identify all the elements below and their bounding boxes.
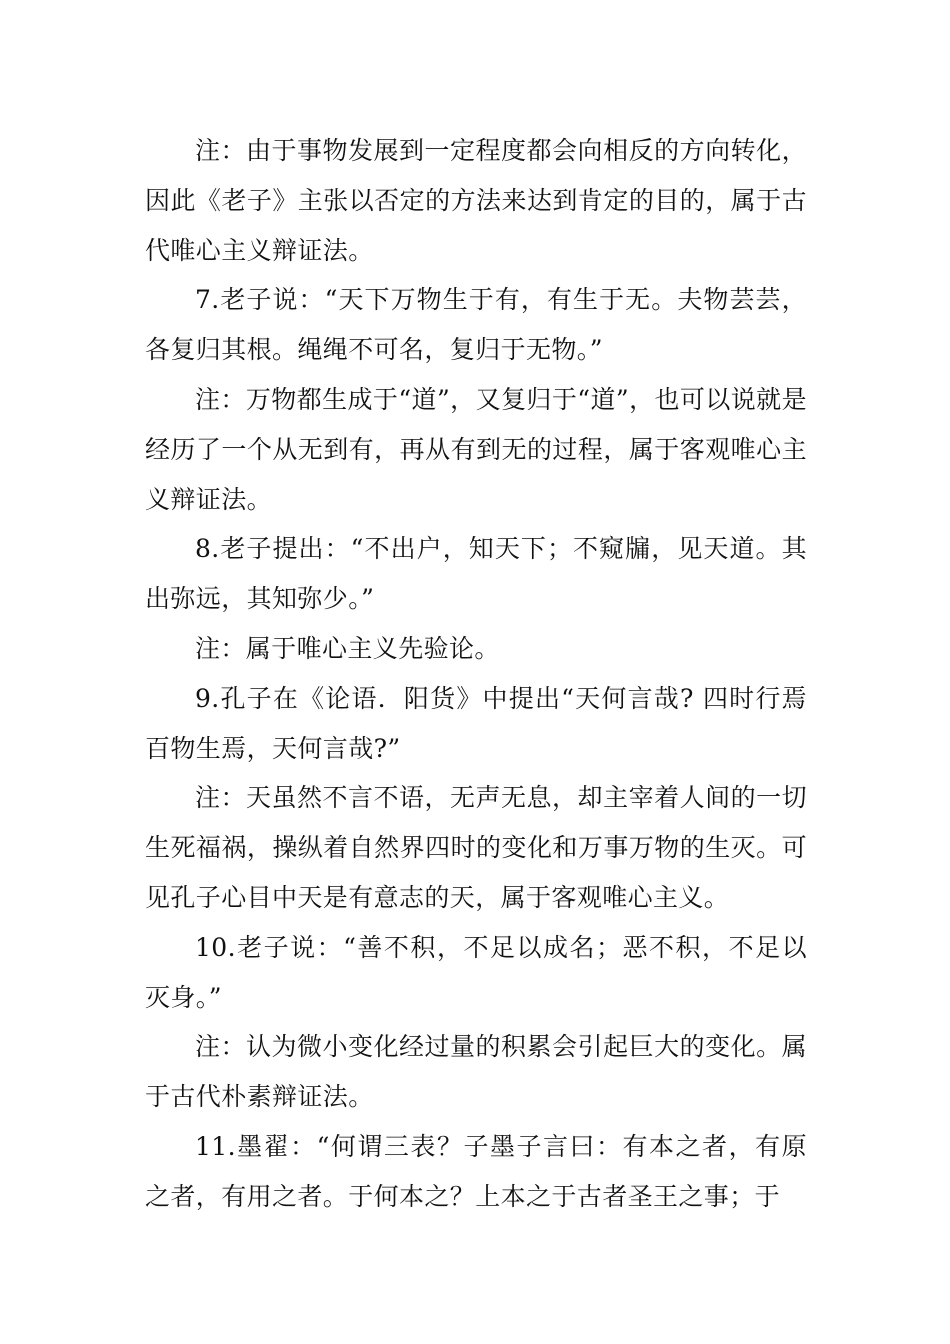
paragraph-item-11: 11.墨翟：“何谓三表？子墨子言曰：有本之者，有原之者，有用之者。于何本之？上本之于古者圣王之事；于 bbox=[145, 1131, 807, 1211]
paragraph-item-9: 9.孔子在《论语．阳货》中提出“天何言哉? 四时行焉百物生焉，天何言哉?” bbox=[145, 683, 807, 763]
paragraph-note-9: 注：天虽然不言不语，无声无息，却主宰着人间的一切生死福祸，操纵着自然界四时的变化和万事万物的生灭。可见孔子心目中天是有意志的天，属于客观唯心主义。 bbox=[145, 783, 807, 912]
paragraph-note-6: 注：由于事物发展到一定程度都会向相反的方向转化，因此《老子》主张以否定的方法来达到肯定的目的，属于古代唯心主义辩证法。 bbox=[145, 136, 807, 265]
paragraph-note-10: 注：认为微小变化经过量的积累会引起巨大的变化。属于古代朴素辩证法。 bbox=[145, 1032, 807, 1112]
paragraph-note-7: 注：万物都生成于“道”，又复归于“道”，也可以说就是经历了一个从无到有，再从有到无的过程，属于客观唯心主义辩证法。 bbox=[145, 384, 807, 514]
paragraph-item-8: 8.老子提出：“不出户，知天下；不窥牖，见天道。其出弥远，其知弥少。” bbox=[145, 534, 807, 614]
paragraph-note-8: 注：属于唯心主义先验论。 bbox=[195, 633, 500, 663]
paragraph-item-7: 7.老子说：“天下万物生于有，有生于无。夫物芸芸，各复归其根。绳绳不可名，复归于无物。” bbox=[145, 285, 807, 365]
document-body bbox=[145, 126, 807, 1222]
paragraph-item-10: 10.老子说：“善不积，不足以成名；恶不积，不足以灭身。” bbox=[145, 932, 807, 1012]
